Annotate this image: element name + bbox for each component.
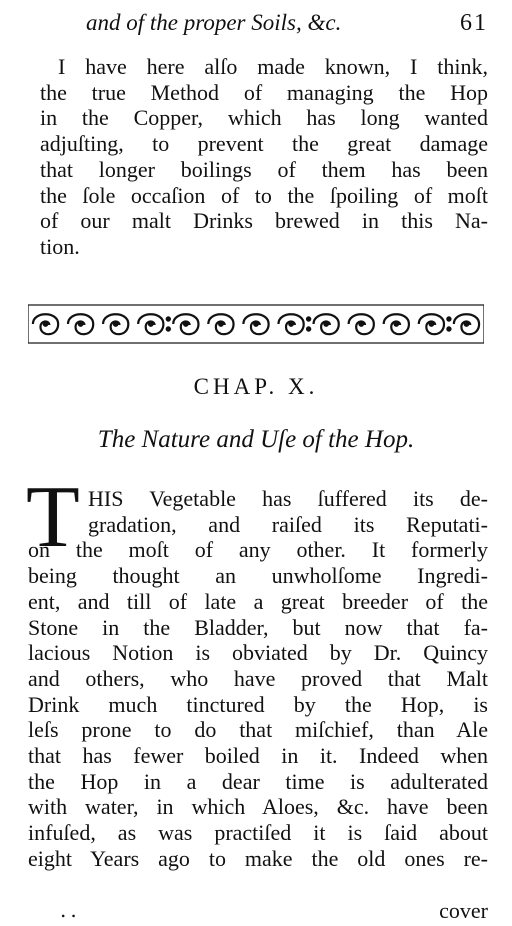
text-line: I have here alſo made known, I think, bbox=[58, 54, 488, 79]
ornament-fleuron bbox=[419, 314, 451, 334]
ornament-fleuron bbox=[278, 314, 310, 334]
ornament-fleuron bbox=[103, 314, 128, 334]
page-number: 61 bbox=[460, 10, 488, 36]
catchword: cover bbox=[439, 898, 488, 923]
text-line: of our malt Drinks brewed in this Na- bbox=[40, 208, 488, 234]
ornamental-divider bbox=[28, 303, 484, 345]
text-line: eight Years ago to make the old ones re- bbox=[28, 845, 488, 871]
ornament-fleuron bbox=[208, 314, 233, 334]
signature-mark: .. bbox=[60, 898, 81, 922]
text-line: adjuſting, to prevent the great damage bbox=[40, 131, 488, 157]
chapter-subtitle: The Nature and Uſe of the Hop. bbox=[97, 426, 415, 453]
text-line: the Hop in a dear time is adulterated bbox=[28, 768, 488, 794]
chapter-heading: CHAP. X. bbox=[193, 374, 319, 399]
text-line: leſs prone to do that miſchief, than Ale bbox=[28, 717, 488, 743]
text-line: lacious Notion is obviated by Dr. Quincy bbox=[28, 640, 488, 666]
text-line: tion. bbox=[40, 233, 80, 259]
intro-paragraph bbox=[40, 54, 488, 260]
ornament-fleuron bbox=[243, 314, 268, 334]
text-line: in the Copper, which has long wanted bbox=[40, 105, 488, 131]
text-line: that has fewer boiled in it. Indeed when bbox=[28, 743, 488, 769]
ornament-fleuron bbox=[454, 314, 479, 334]
text-line: being thought an unwholſome Ingredi- bbox=[28, 563, 488, 589]
ornament-fleuron bbox=[384, 314, 409, 334]
body-paragraph bbox=[28, 486, 488, 872]
ornament-fleuron bbox=[33, 314, 58, 334]
ornament-fleuron bbox=[68, 314, 93, 334]
ornament-fleuron bbox=[314, 314, 339, 334]
running-header bbox=[86, 10, 488, 42]
text-line: Stone in the Bladder, but now that fa- bbox=[28, 614, 488, 640]
text-line: on the moſt of any other. It formerly bbox=[28, 537, 488, 563]
running-title: and of the proper Soils, &c. bbox=[86, 10, 342, 35]
text-line: infuſed, as was practiſed it is ſaid about bbox=[28, 820, 488, 846]
ornament-fleuron bbox=[173, 314, 198, 334]
text-line: and others, who have proved that Malt bbox=[28, 665, 488, 691]
text-line: gradation, and raiſed its Reputati- bbox=[88, 511, 488, 537]
text-line: ent, and till of late a great breeder of the bbox=[28, 588, 488, 614]
text-line: with water, in which Aloes, &c. have been bbox=[28, 794, 488, 820]
ornament-fleuron bbox=[138, 314, 170, 334]
text-line: HIS Vegetable has ſuffered its de- bbox=[88, 486, 488, 511]
text-line: that longer boilings of them has been bbox=[40, 156, 488, 182]
text-line: the ſole occaſion of to the ſpoiling of moſt bbox=[40, 182, 488, 208]
text-line: the true Method of managing the Hop bbox=[40, 79, 488, 105]
drop-cap: T bbox=[26, 469, 80, 566]
ornament-fleuron bbox=[349, 314, 374, 334]
text-line: Drink much tinctured by the Hop, is bbox=[28, 691, 488, 717]
